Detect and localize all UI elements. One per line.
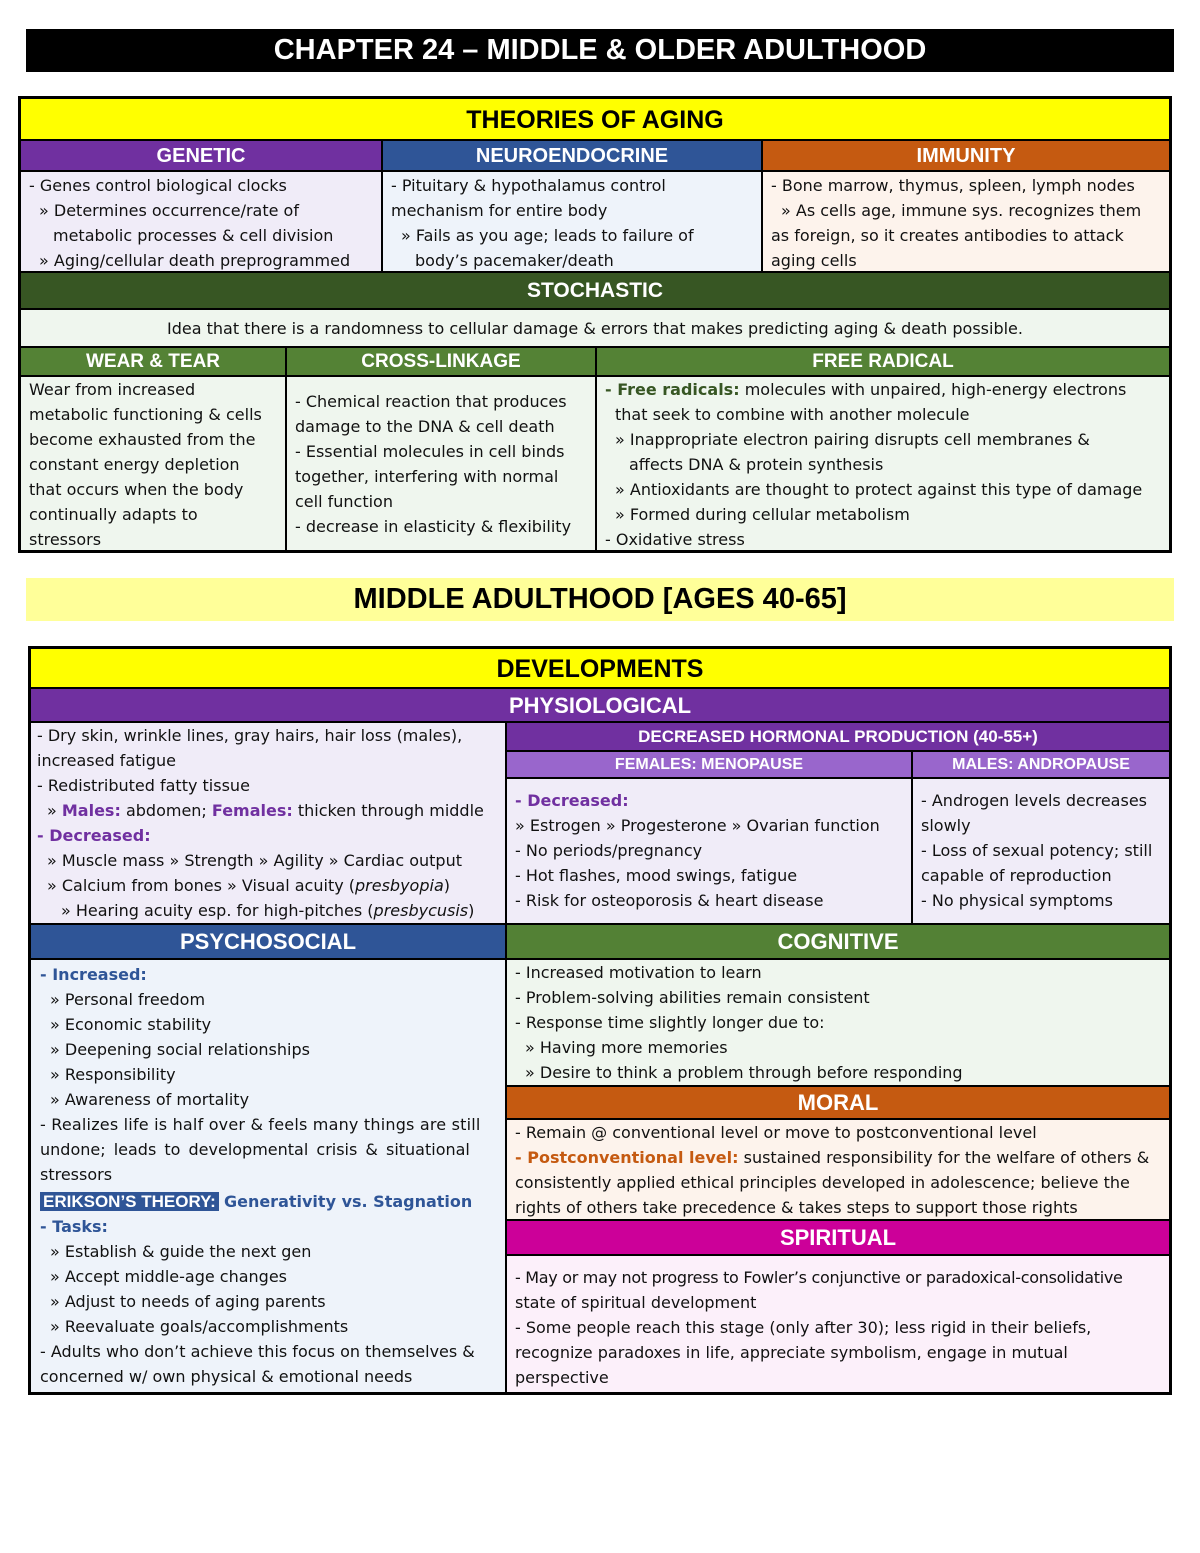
genetic-line: » Aging/cellular death preprogrammed — [39, 251, 351, 270]
spiritual-line: recognize paradoxes in life, appreciate symbolism, engage in mutual — [515, 1343, 1068, 1362]
psychosocial-line: » Accept middle-age changes — [50, 1267, 288, 1286]
andropause-line: capable of reproduction — [921, 866, 1112, 885]
spiritual-line: - Some people reach this stage (only after 30); less rigid in their beliefs, — [515, 1318, 1092, 1337]
wear-tear-line: that occurs when the body — [29, 480, 244, 499]
postconventional-term: Postconventional level: — [527, 1148, 739, 1167]
hormonal-header: DECREASED HORMONAL PRODUCTION (40-55+) — [506, 722, 1170, 751]
menopause-line: » Estrogen » Progesterone » Ovarian function — [515, 816, 880, 835]
tasks-term: Tasks: — [52, 1217, 108, 1236]
stochastic-header: STOCHASTIC — [20, 272, 1170, 309]
free-radical-body — [596, 376, 1170, 551]
moral-line: consistently applied ethical principles developed in adolescence; believe the — [515, 1173, 1130, 1192]
moral-header: MORAL — [506, 1086, 1170, 1119]
moral-body — [506, 1119, 1170, 1220]
cognitive-line: - Response time slightly longer due to: — [515, 1013, 825, 1032]
cognitive-header: COGNITIVE — [506, 924, 1170, 959]
menopause-decreased-term: Decreased: — [527, 791, 629, 810]
genetic-body — [20, 171, 382, 272]
cognitive-line: » Desire to think a problem through before responding — [525, 1063, 963, 1082]
free-radical-line: » Antioxidants are thought to protect against this type of damage — [615, 480, 1143, 499]
andropause-line: slowly — [921, 816, 971, 835]
page-title: CHAPTER 24 – MIDDLE & OLDER ADULTHOOD — [26, 29, 1174, 72]
andropause-body — [912, 778, 1170, 924]
wear-tear-header: WEAR & TEAR — [20, 347, 286, 376]
menopause-header: FEMALES: MENOPAUSE — [506, 751, 912, 778]
physiological-header: PHYSIOLOGICAL — [30, 688, 1170, 722]
immunity-header: IMMUNITY — [762, 140, 1170, 171]
andropause-line: - Androgen levels decreases — [921, 791, 1147, 810]
moral-line: - Remain @ conventional level or move to postconventional level — [515, 1123, 1037, 1142]
psychosocial-line: » Awareness of mortality — [50, 1090, 250, 1109]
neuroendocrine-body — [382, 171, 762, 272]
erikson-line — [40, 1189, 497, 1214]
psychosocial-line: - Realizes life is half over & feels many things are still — [40, 1115, 481, 1134]
moral-line: rights of others take precedence & takes steps to support those rights — [515, 1198, 1078, 1217]
developments-header: DEVELOPMENTS — [30, 648, 1170, 688]
free-radical-line: » Formed during cellular metabolism — [615, 505, 910, 524]
psychosocial-line: » Deepening social relationships — [50, 1040, 310, 1059]
spiritual-line: state of spiritual development — [515, 1293, 757, 1312]
physio-line: increased fatigue — [37, 751, 176, 770]
middle-adulthood-banner — [26, 578, 1174, 621]
free-radical-line: - Free radicals: molecules with unpaired, high-energy electrons — [605, 380, 1127, 399]
andropause-line: - No physical symptoms — [921, 891, 1113, 910]
wear-tear-line: metabolic functioning & cells — [29, 405, 262, 424]
psychosocial-header: PSYCHOSOCIAL — [30, 924, 506, 959]
genetic-line: metabolic processes & cell division — [53, 226, 334, 245]
physio-line: » Calcium from bones » Visual acuity (presbyopia) — [47, 876, 450, 895]
free-radical-line: » Inappropriate electron pairing disrupts cell membranes & — [615, 430, 1090, 449]
psychosocial-line: - Tasks: — [40, 1217, 108, 1236]
psychosocial-line: » Reevaluate goals/accomplishments — [50, 1317, 349, 1336]
physio-line: - Decreased: — [37, 826, 151, 845]
cognitive-body — [506, 959, 1170, 1086]
presbyopia-term: presbyopia — [355, 876, 444, 895]
genetic-header: GENETIC — [20, 140, 382, 171]
males-term: Males: — [61, 801, 121, 820]
theories-table — [18, 96, 1172, 553]
free-radical-text: molecules with unpaired, high-energy electrons — [739, 380, 1127, 399]
females-text: thicken through middle — [292, 801, 484, 820]
wear-tear-line: continually adapts to — [29, 505, 198, 524]
wear-tear-body — [20, 376, 286, 551]
psychosocial-line: » Personal freedom — [50, 990, 206, 1009]
menopause-line: - Decreased: — [515, 791, 629, 810]
genetic-line: - Genes control biological clocks — [29, 176, 287, 195]
immunity-line: - Bone marrow, thymus, spleen, lymph nodes — [771, 176, 1135, 195]
genetic-line: » Determines occurrence/rate of — [39, 201, 299, 220]
physio-line: » Hearing acuity esp. for high-pitches (presbycusis) — [61, 901, 475, 920]
free-radical-line: - Oxidative stress — [605, 530, 745, 549]
psychosocial-line: » Establish & guide the next gen — [50, 1242, 312, 1261]
immunity-body — [762, 171, 1170, 272]
cross-linkage-line: - Chemical reaction that produces — [295, 392, 567, 411]
immunity-line: as foreign, so it creates antibodies to attack — [771, 226, 1124, 245]
psychosocial-line: » Economic stability — [50, 1015, 212, 1034]
wear-tear-line: constant energy depletion — [29, 455, 240, 474]
presbycusis-term: presbycusis — [373, 901, 469, 920]
psychosocial-line: - Adults who don’t achieve this focus on themselves & — [40, 1342, 475, 1361]
neuroendocrine-line: - Pituitary & hypothalamus control — [391, 176, 666, 195]
menopause-body — [506, 778, 912, 924]
neuroendocrine-line: » Fails as you age; leads to failure of — [401, 226, 694, 245]
physio-text: » Hearing acuity esp. for high-pitches ( — [61, 901, 374, 920]
physio-line: » Muscle mass » Strength » Agility » Cardiac output — [47, 851, 462, 870]
cognitive-line: - Increased motivation to learn — [515, 963, 762, 982]
cross-linkage-line: - Essential molecules in cell binds — [295, 442, 565, 461]
females-term: Females: — [211, 801, 293, 820]
decreased-term: Decreased: — [49, 826, 151, 845]
moral-text: sustained responsibility for the welfare of others & — [738, 1148, 1150, 1167]
physio-line: - Dry skin, wrinkle lines, gray hairs, hair loss (males), — [37, 726, 463, 745]
spiritual-body — [506, 1255, 1170, 1393]
physio-line: » Males: abdomen; Females: thicken through middle — [47, 801, 484, 820]
wear-tear-line: become exhausted from the — [29, 430, 256, 449]
cross-linkage-line: together, interfering with normal — [295, 467, 559, 486]
wear-tear-line: Wear from increased — [29, 380, 196, 399]
menopause-line: - No periods/pregnancy — [515, 841, 703, 860]
developments-table — [28, 646, 1172, 1395]
cross-linkage-header: CROSS-LINKAGE — [286, 347, 596, 376]
males-text: abdomen; — [120, 801, 212, 820]
stochastic-body: Idea that there is a randomness to cellular damage & errors that makes predicting aging & death possible. — [20, 309, 1170, 347]
moral-line: - Postconventional level: sustained responsibility for the welfare of others & — [515, 1148, 1150, 1167]
immunity-line: » As cells age, immune sys. recognizes them — [781, 201, 1142, 220]
psychosocial-line: - Increased: — [40, 965, 147, 984]
spiritual-line: perspective — [515, 1368, 609, 1387]
psychosocial-line: stressors — [40, 1165, 113, 1184]
free-radical-header: FREE RADICAL — [596, 347, 1170, 376]
spiritual-header: SPIRITUAL — [506, 1220, 1170, 1255]
cross-linkage-body — [286, 376, 596, 551]
psychosocial-line: » Responsibility — [50, 1065, 176, 1084]
psychosocial-line: concerned w/ own physical & emotional needs — [40, 1367, 413, 1386]
physiological-body — [30, 722, 506, 924]
andropause-line: - Loss of sexual potency; still — [921, 841, 1153, 860]
cognitive-line: - Problem-solving abilities remain consistent — [515, 988, 870, 1007]
middle-adulthood-title: MIDDLE ADULTHOOD [AGES 40-65] — [353, 583, 847, 615]
increased-term: Increased: — [52, 965, 147, 984]
neuroendocrine-line: body’s pacemaker/death — [415, 251, 614, 270]
menopause-line: - Hot flashes, mood swings, fatigue — [515, 866, 798, 885]
free-radicals-term: Free radicals: — [617, 380, 740, 399]
spiritual-line: - May or may not progress to Fowler’s conjunctive or paradoxical-consolidative — [515, 1268, 1123, 1287]
andropause-header: MALES: ANDROPAUSE — [912, 751, 1170, 778]
immunity-line: aging cells — [771, 251, 857, 270]
psychosocial-body — [30, 959, 506, 1393]
psychosocial-line: » Adjust to needs of aging parents — [50, 1292, 326, 1311]
erikson-label: ERIKSON’S THEORY: — [40, 1192, 219, 1211]
menopause-line: - Risk for osteoporosis & heart disease — [515, 891, 824, 910]
erikson-value: Generativity vs. Stagnation — [223, 1192, 473, 1211]
physio-text: » Calcium from bones » Visual acuity ( — [47, 876, 356, 895]
neuroendocrine-header: NEUROENDOCRINE — [382, 140, 762, 171]
psychosocial-line: undone; leads to developmental crisis & situational — [40, 1140, 470, 1159]
cross-linkage-line: damage to the DNA & cell death — [295, 417, 555, 436]
physio-line: - Redistributed fatty tissue — [37, 776, 250, 795]
cross-linkage-line: - decrease in elasticity & flexibility — [295, 517, 572, 536]
theories-header: THEORIES OF AGING — [20, 98, 1170, 140]
free-radical-line: that seek to combine with another molecule — [615, 405, 970, 424]
neuroendocrine-line: mechanism for entire body — [391, 201, 608, 220]
wear-tear-line: stressors — [29, 530, 102, 549]
free-radical-line: affects DNA & protein synthesis — [629, 455, 884, 474]
cognitive-line: » Having more memories — [525, 1038, 728, 1057]
cross-linkage-line: cell function — [295, 492, 393, 511]
